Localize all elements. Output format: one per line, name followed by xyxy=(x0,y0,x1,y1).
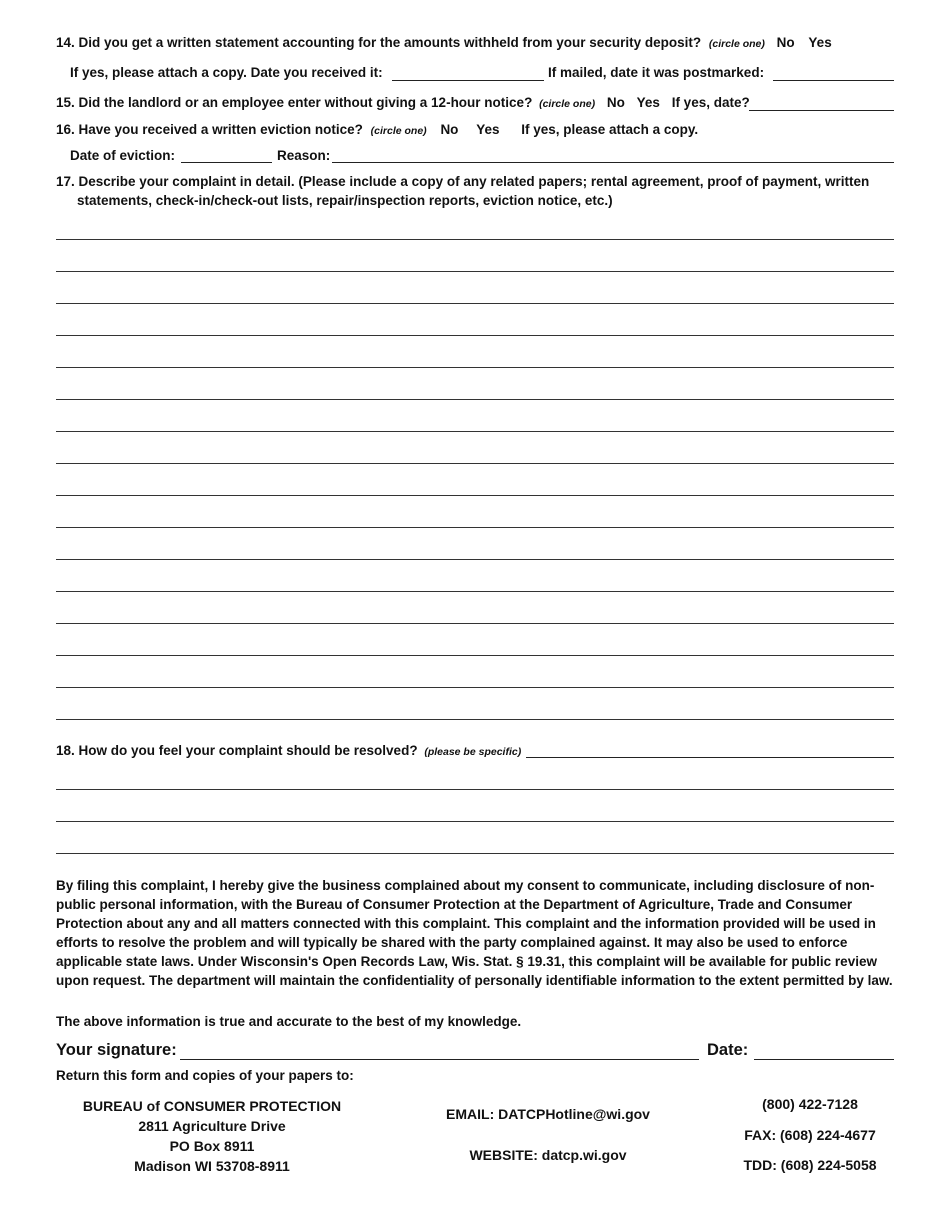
q15-option-no[interactable]: No xyxy=(606,95,625,110)
address-po-box: PO Box 8911 xyxy=(169,1138,255,1154)
q18-hint: (please be specific) xyxy=(424,746,522,758)
q15-question: 15. Did the landlord or an employee enter without giving a 12-hour notice? xyxy=(56,95,533,110)
q16-row xyxy=(56,122,698,137)
q16-eviction-date-field[interactable] xyxy=(181,162,272,163)
address-street: 2811 Agriculture Drive xyxy=(138,1118,286,1134)
q18-answer-field[interactable] xyxy=(526,757,894,758)
q14-option-yes[interactable]: Yes xyxy=(808,35,832,50)
answer-line[interactable] xyxy=(56,687,894,688)
website-link[interactable]: WEBSITE: datcp.wi.gov xyxy=(469,1147,627,1163)
q14-date-received-field[interactable] xyxy=(392,80,544,81)
q14-option-no[interactable]: No xyxy=(776,35,795,50)
q16-attach-label: If yes, please attach a copy. xyxy=(521,122,699,137)
q15-circle-hint: (circle one) xyxy=(539,98,596,110)
bureau-name: BUREAU of CONSUMER PROTECTION xyxy=(82,1098,342,1114)
q15-row xyxy=(56,95,750,110)
mailing-address xyxy=(56,1096,368,1176)
signature-field[interactable] xyxy=(180,1059,699,1060)
phone-number: (800) 422-7128 xyxy=(762,1096,858,1112)
tdd-number: TDD: (608) 224-5058 xyxy=(743,1157,877,1173)
answer-line[interactable] xyxy=(56,655,894,656)
answer-line[interactable] xyxy=(56,367,894,368)
q14-postmark-date-field[interactable] xyxy=(773,80,894,81)
answer-line[interactable] xyxy=(56,239,894,240)
q16-reason-field[interactable] xyxy=(332,162,894,163)
fax-number: FAX: (608) 224-4677 xyxy=(744,1127,876,1143)
q17-prompt-line2: statements, check-in/check-out lists, repair/inspection reports, eviction notice, etc.) xyxy=(77,193,613,208)
q14-circle-hint: (circle one) xyxy=(708,38,765,50)
q14-mailed-label: If mailed, date it was postmarked: xyxy=(548,65,765,80)
answer-line[interactable] xyxy=(56,789,894,790)
q14-question: 14. Did you get a written statement accounting for the amounts withheld from your security deposit? xyxy=(56,35,702,50)
answer-line[interactable] xyxy=(56,463,894,464)
q18-question: 18. How do you feel your complaint should be resolved? xyxy=(56,743,418,758)
email-address[interactable]: EMAIL: DATCPHotline@wi.gov xyxy=(446,1106,650,1122)
signature-date-label: Date: xyxy=(707,1041,749,1059)
answer-line[interactable] xyxy=(56,303,894,304)
answer-line[interactable] xyxy=(56,853,894,854)
q16-circle-hint: (circle one) xyxy=(370,125,427,137)
q15-option-yes[interactable]: Yes xyxy=(636,95,660,110)
answer-line[interactable] xyxy=(56,431,894,432)
signature-date-field[interactable] xyxy=(754,1059,894,1060)
answer-line[interactable] xyxy=(56,821,894,822)
q16-option-yes[interactable]: Yes xyxy=(476,122,500,137)
consent-paragraph: By filing this complaint, I hereby give the business complained about my consent to communicate, including disclosure of non-public personal information, with the Bureau of Consumer Protection at the Department of Agriculture, Trade and Consumer Protection about any and all matters connected with this complaint. This complaint and the information provided will be used in efforts to resolve the problem and will typically be shared with the party complained against. It may also be used to enforce applicable state laws. Under Wisconsin's Open Records Law, Wis. Stat. § 19.31, this complaint will be available for public review upon request. The department will maintain the confidentiality of personally identifiable information to the extent permitted by law. xyxy=(56,878,893,988)
q15-date-field[interactable] xyxy=(749,110,894,111)
answer-line[interactable] xyxy=(56,719,894,720)
q16-option-no[interactable]: No xyxy=(440,122,459,137)
q16-question: 16. Have you received a written eviction notice? xyxy=(56,122,363,137)
answer-line[interactable] xyxy=(56,271,894,272)
return-instructions: Return this form and copies of your papers to: xyxy=(56,1068,354,1083)
answer-line[interactable] xyxy=(56,527,894,528)
address-city: Madison WI 53708-8911 xyxy=(134,1158,290,1174)
q17-prompt-line1: 17. Describe your complaint in detail. (Please include a copy of any related papers; rental agreement, proof of payment, written xyxy=(56,174,870,189)
answer-line[interactable] xyxy=(56,623,894,624)
attestation-text: The above information is true and accurate to the best of my knowledge. xyxy=(56,1014,522,1029)
answer-line[interactable] xyxy=(56,559,894,560)
answer-line[interactable] xyxy=(56,495,894,496)
answer-line[interactable] xyxy=(56,335,894,336)
q14-row xyxy=(56,35,832,50)
q16-eviction-date-label: Date of eviction: xyxy=(70,148,176,163)
q18-row xyxy=(56,743,521,758)
answer-line[interactable] xyxy=(56,399,894,400)
q16-reason-label: Reason: xyxy=(277,148,331,163)
signature-label: Your signature: xyxy=(56,1041,177,1059)
q14-attach-label: If yes, please attach a copy. Date you received it: xyxy=(70,65,383,80)
q15-date-label: If yes, date? xyxy=(671,95,750,110)
answer-line[interactable] xyxy=(56,591,894,592)
